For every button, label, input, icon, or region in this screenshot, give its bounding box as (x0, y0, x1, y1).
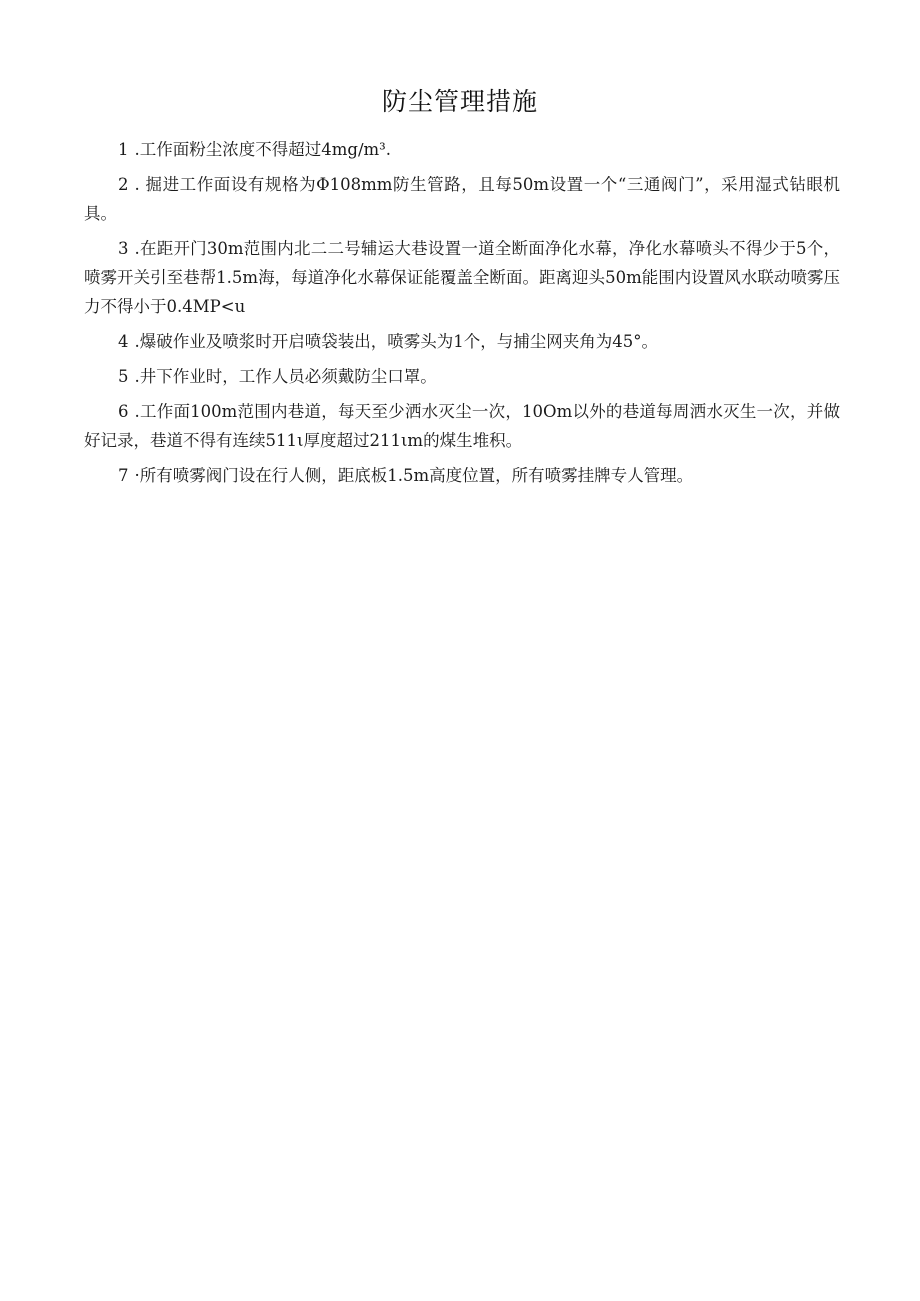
item-text: .井下作业时，工作人员必须戴防尘口罩。 (134, 367, 437, 386)
item-text: .爆破作业及喷浆时开启喷袋装出，喷雾头为1个，与捕尘网夹角为45°。 (134, 332, 658, 351)
document-body (84, 135, 840, 496)
item-text: .工作面100m范围内巷道，每天至少洒水灭尘一次，10Om以外的巷道每周洒水灭生一次，并做好记录，巷道不得有连续511ι厚度超过211ιm的煤生堆积。 (84, 402, 840, 450)
measure-item-4 (84, 327, 840, 356)
item-text: . 掘进工作面设有规格为Φ108mm防生管路，且每50m设置一个“三通阀门”，采用湿式钻眼机具。 (84, 175, 840, 223)
measure-item-2 (84, 170, 840, 228)
item-number: 4 (118, 332, 129, 351)
item-number: 7 (118, 466, 129, 485)
measure-item-5 (84, 362, 840, 391)
measure-item-3 (84, 234, 840, 321)
document-title: 防尘管理措施 (381, 87, 538, 116)
measure-item-6 (84, 397, 840, 455)
item-number: 5 (118, 367, 129, 386)
measure-item-7 (84, 461, 840, 490)
item-number: 1 (118, 140, 129, 159)
item-text: .工作面粉尘浓度不得超过4mg∕m³. (134, 140, 392, 159)
item-number: 3 (118, 239, 129, 258)
item-number: 6 (118, 402, 129, 421)
measure-item-1 (84, 135, 840, 164)
item-text: ·所有喷雾阀门设在行人侧，距底板1.5m高度位置，所有喷雾挂牌专人管理。 (134, 466, 694, 485)
item-text: .在距开门30m范围内北二二号辅运大巷设置一道全断面净化水幕，净化水幕喷头不得少于5个，喷雾开关引至巷帮1.5m海，每道净化水幕保证能覆盖全断面。距离迎头50m能围内设置风水联动喷雾压力不得小于0.4MP<u (84, 239, 840, 316)
item-number: 2 (118, 175, 129, 194)
